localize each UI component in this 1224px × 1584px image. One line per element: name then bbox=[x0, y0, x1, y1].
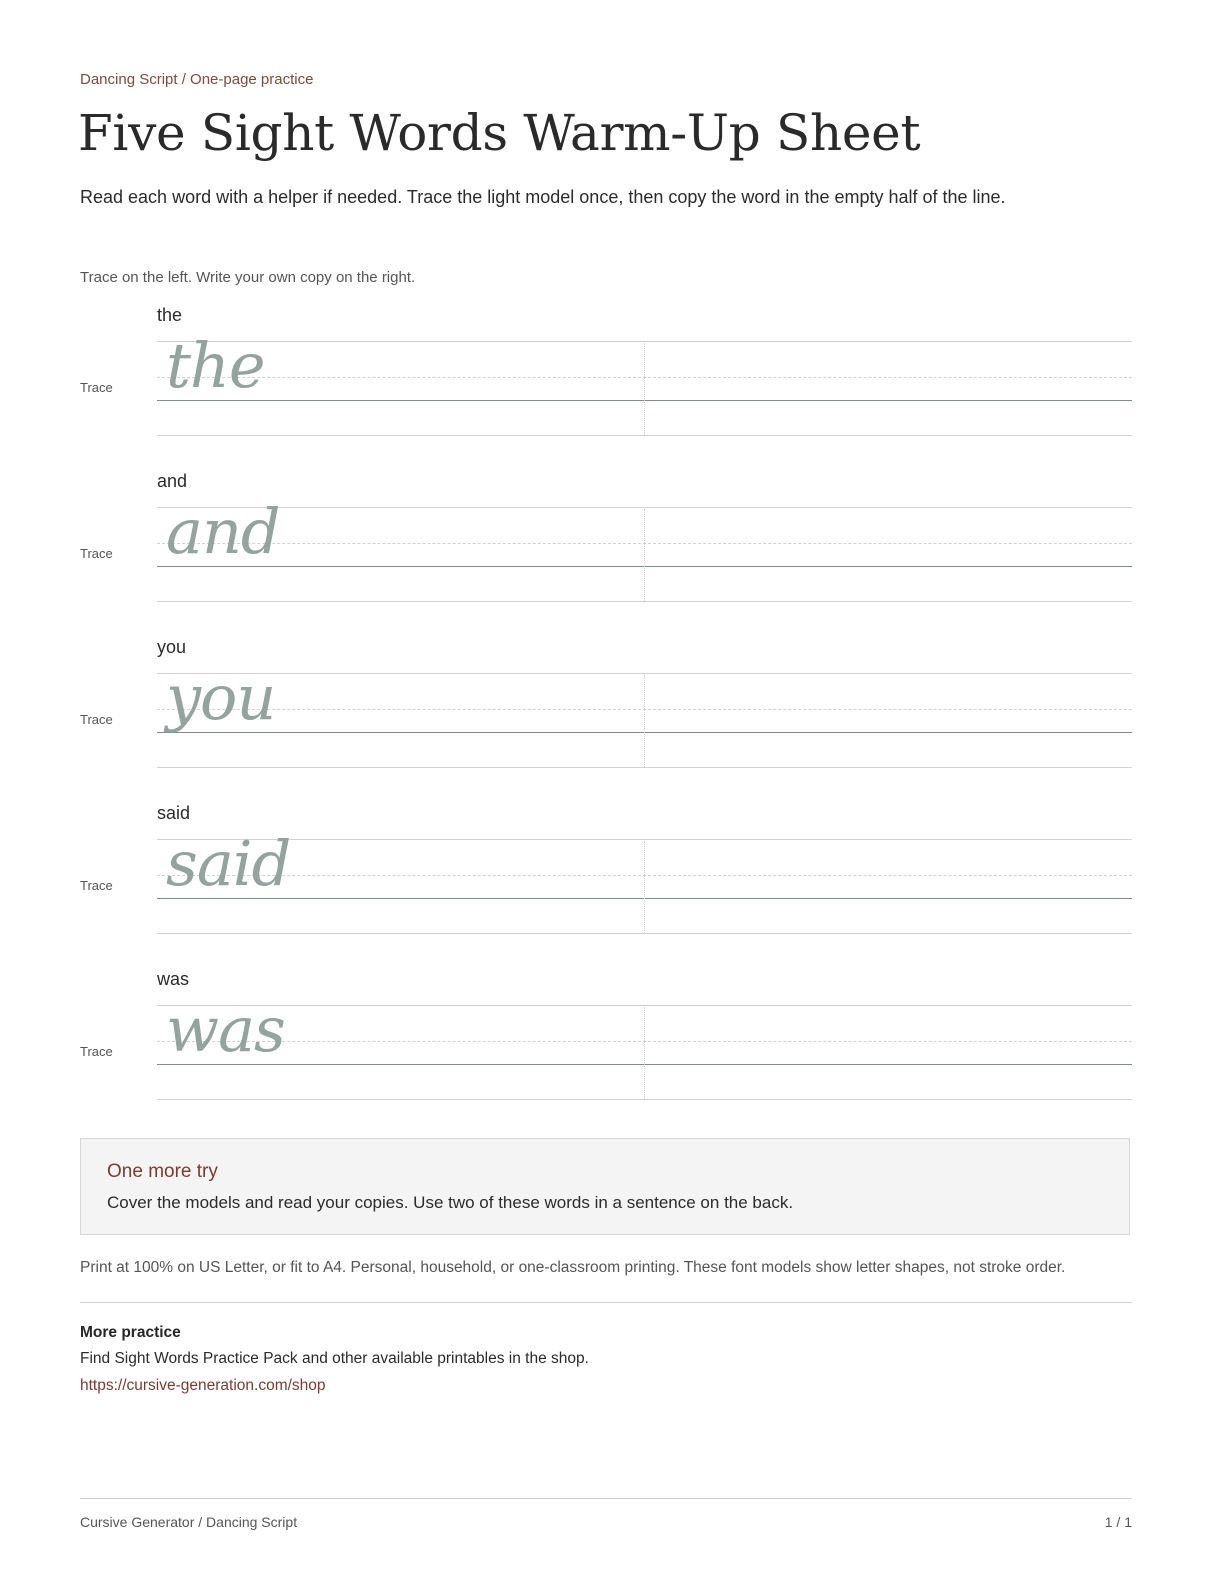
top-line bbox=[157, 507, 1132, 508]
trace-model: and bbox=[166, 495, 280, 568]
one-more-try-box bbox=[80, 1138, 1130, 1235]
top-line bbox=[157, 673, 1132, 674]
trace-label: Trace bbox=[80, 878, 113, 893]
bottom-line bbox=[157, 1099, 1132, 1100]
word-block bbox=[0, 803, 1224, 969]
word-label: and bbox=[157, 471, 188, 491]
half-divider bbox=[644, 1007, 645, 1099]
word-label: was bbox=[157, 969, 190, 989]
note-text: Cover the models and read your copies. Use two of these words in a sentence on the back. bbox=[107, 1193, 794, 1212]
divider-rule bbox=[80, 1302, 1132, 1303]
note-title: One more try bbox=[107, 1161, 218, 1182]
trace-model: the bbox=[166, 329, 265, 402]
top-line bbox=[157, 1005, 1132, 1006]
trace-model: said bbox=[166, 827, 291, 900]
shop-link[interactable]: https://cursive-generation.com/shop bbox=[80, 1377, 326, 1394]
more-practice-text: Find Sight Words Practice Pack and other available printables in the shop. bbox=[80, 1350, 589, 1367]
word-block bbox=[0, 471, 1224, 637]
half-divider bbox=[644, 343, 645, 435]
breadcrumb: Dancing Script / One-page practice bbox=[80, 71, 314, 88]
word-label: said bbox=[157, 803, 191, 823]
bottom-line bbox=[157, 767, 1132, 768]
footer-source: Cursive Generator / Dancing Script bbox=[80, 1514, 298, 1530]
word-block bbox=[0, 637, 1224, 803]
trace-model: you bbox=[166, 661, 276, 734]
word-block bbox=[0, 305, 1224, 471]
top-line bbox=[157, 341, 1132, 342]
page-number: 1 / 1 bbox=[1104, 1514, 1132, 1530]
intro-text: Read each word with a helper if needed. Trace the light model once, then copy the word in the empty half of the line. bbox=[80, 187, 1006, 207]
trace-label: Trace bbox=[80, 546, 113, 561]
half-divider bbox=[644, 841, 645, 933]
trace-label: Trace bbox=[80, 1044, 113, 1059]
bottom-line bbox=[157, 435, 1132, 436]
print-note: Print at 100% on US Letter, or fit to A4. Personal, household, or one-classroom printing. These font models show letter shapes, not stroke order. bbox=[80, 1259, 1066, 1276]
word-block bbox=[0, 969, 1224, 1135]
word-label: you bbox=[157, 637, 187, 657]
footer-rule bbox=[80, 1498, 1132, 1499]
trace-label: Trace bbox=[80, 380, 113, 395]
page-title: Five Sight Words Warm-Up Sheet bbox=[78, 104, 921, 162]
trace-model: was bbox=[166, 993, 285, 1066]
half-divider bbox=[644, 675, 645, 767]
bottom-line bbox=[157, 601, 1132, 602]
more-practice-title: More practice bbox=[80, 1324, 181, 1341]
trace-label: Trace bbox=[80, 712, 113, 727]
word-label: the bbox=[157, 305, 183, 325]
practice-instruction: Trace on the left. Write your own copy on the right. bbox=[80, 269, 416, 286]
half-divider bbox=[644, 509, 645, 601]
top-line bbox=[157, 839, 1132, 840]
bottom-line bbox=[157, 933, 1132, 934]
